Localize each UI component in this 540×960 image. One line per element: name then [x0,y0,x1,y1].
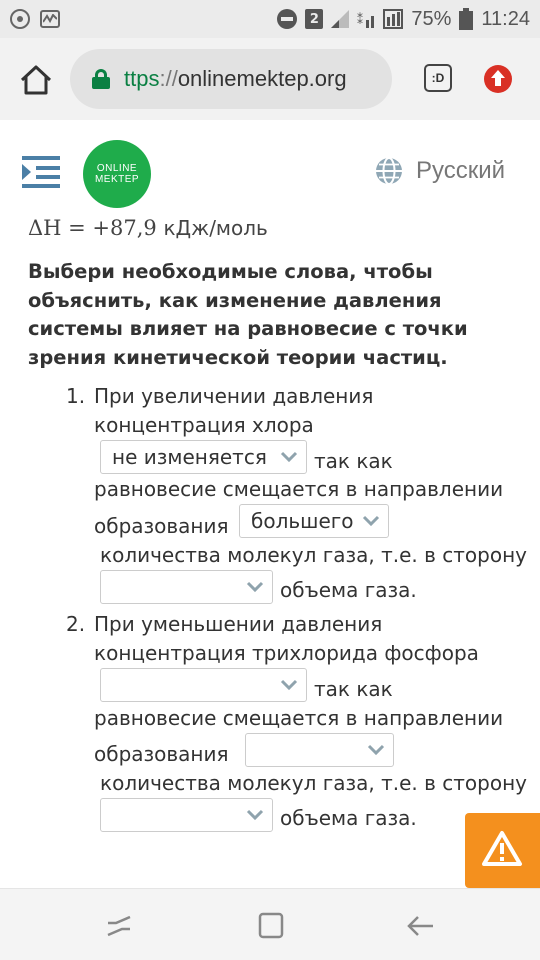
answer-dropdown-q1-3[interactable] [100,570,273,604]
menu-icon[interactable] [22,154,60,190]
question-text: так как [314,449,393,473]
question-number: 2. [66,612,86,636]
clock: 11:24 [481,7,530,30]
recents-icon[interactable] [104,911,134,941]
question-text: образования [94,514,229,538]
question-text: так как [314,677,393,701]
answer-dropdown-q2-1[interactable] [100,668,307,702]
question-text: концентрация трихлорида фосфора [94,641,479,665]
battery-icon [383,9,403,29]
task-content [0,214,540,886]
enthalpy-formula: ΔH = +87,9 кДж/моль [28,216,268,240]
svg-text:⁑: ⁑ [357,13,364,27]
question-text: концентрация хлора [94,413,314,437]
lock-icon [92,69,110,89]
chevron-down-icon [280,450,298,464]
task-instruction: Выбери необходимые слова, чтобы объяснить, как изменение давления системы влияет на равновесие с точки зрения кинетической теории частиц. [28,260,468,369]
home-icon[interactable] [16,60,56,100]
answer-dropdown-q2-3[interactable] [100,798,273,832]
answer-dropdown-q1-2[interactable]: большего [239,504,389,538]
question-text: При уменьшении давления [94,612,383,636]
minus-circle-icon [277,9,297,29]
battery-percent: 75% [411,7,452,30]
question-text: количества молекул газа, т.е. в сторону [100,543,528,567]
battery-level-icon [459,8,473,30]
language-label: Русский [416,157,506,184]
system-nav-bar [0,888,540,960]
url-text[interactable]: ttps://onlinemektep.org [124,66,347,91]
overview-icon[interactable] [256,911,286,941]
activity-icon [40,10,60,28]
browser-toolbar [0,38,540,120]
address-bar[interactable] [70,49,392,109]
question-text: объема газа. [280,806,417,830]
question-text: количества молекул газа, т.е. в сторону [100,771,528,795]
chevron-down-icon [367,743,385,757]
status-bar [0,0,540,38]
answer-dropdown-q1-1[interactable]: не изменяется [100,440,307,474]
chevron-down-icon [280,678,298,692]
report-problem-button[interactable] [465,813,540,888]
wifi-icon [357,10,375,28]
question-text: равновесие смещается в направлении [94,706,504,730]
chevron-down-icon [246,808,264,822]
question-number: 1. [66,384,86,408]
back-icon[interactable] [406,911,436,941]
answer-dropdown-q2-2[interactable] [245,733,394,767]
warning-icon [465,813,540,888]
question-text: образования [94,742,229,766]
language-switcher[interactable] [374,156,505,186]
signal-icon [331,10,349,28]
question-text: объема газа. [280,578,417,602]
chevron-down-icon [362,514,380,528]
globe-icon [374,156,404,186]
question-text: При увеличении давления [94,384,374,408]
sim-badge-icon: 2 [305,9,323,29]
update-icon[interactable] [484,65,512,93]
chevron-down-icon [246,580,264,594]
site-logo[interactable]: ONLINE MEKTEP [83,140,151,208]
tab-switcher-icon[interactable]: :D [424,64,452,92]
question-text: равновесие смещается в направлении [94,477,504,501]
chrome-icon [10,9,30,29]
site-header [0,128,540,218]
